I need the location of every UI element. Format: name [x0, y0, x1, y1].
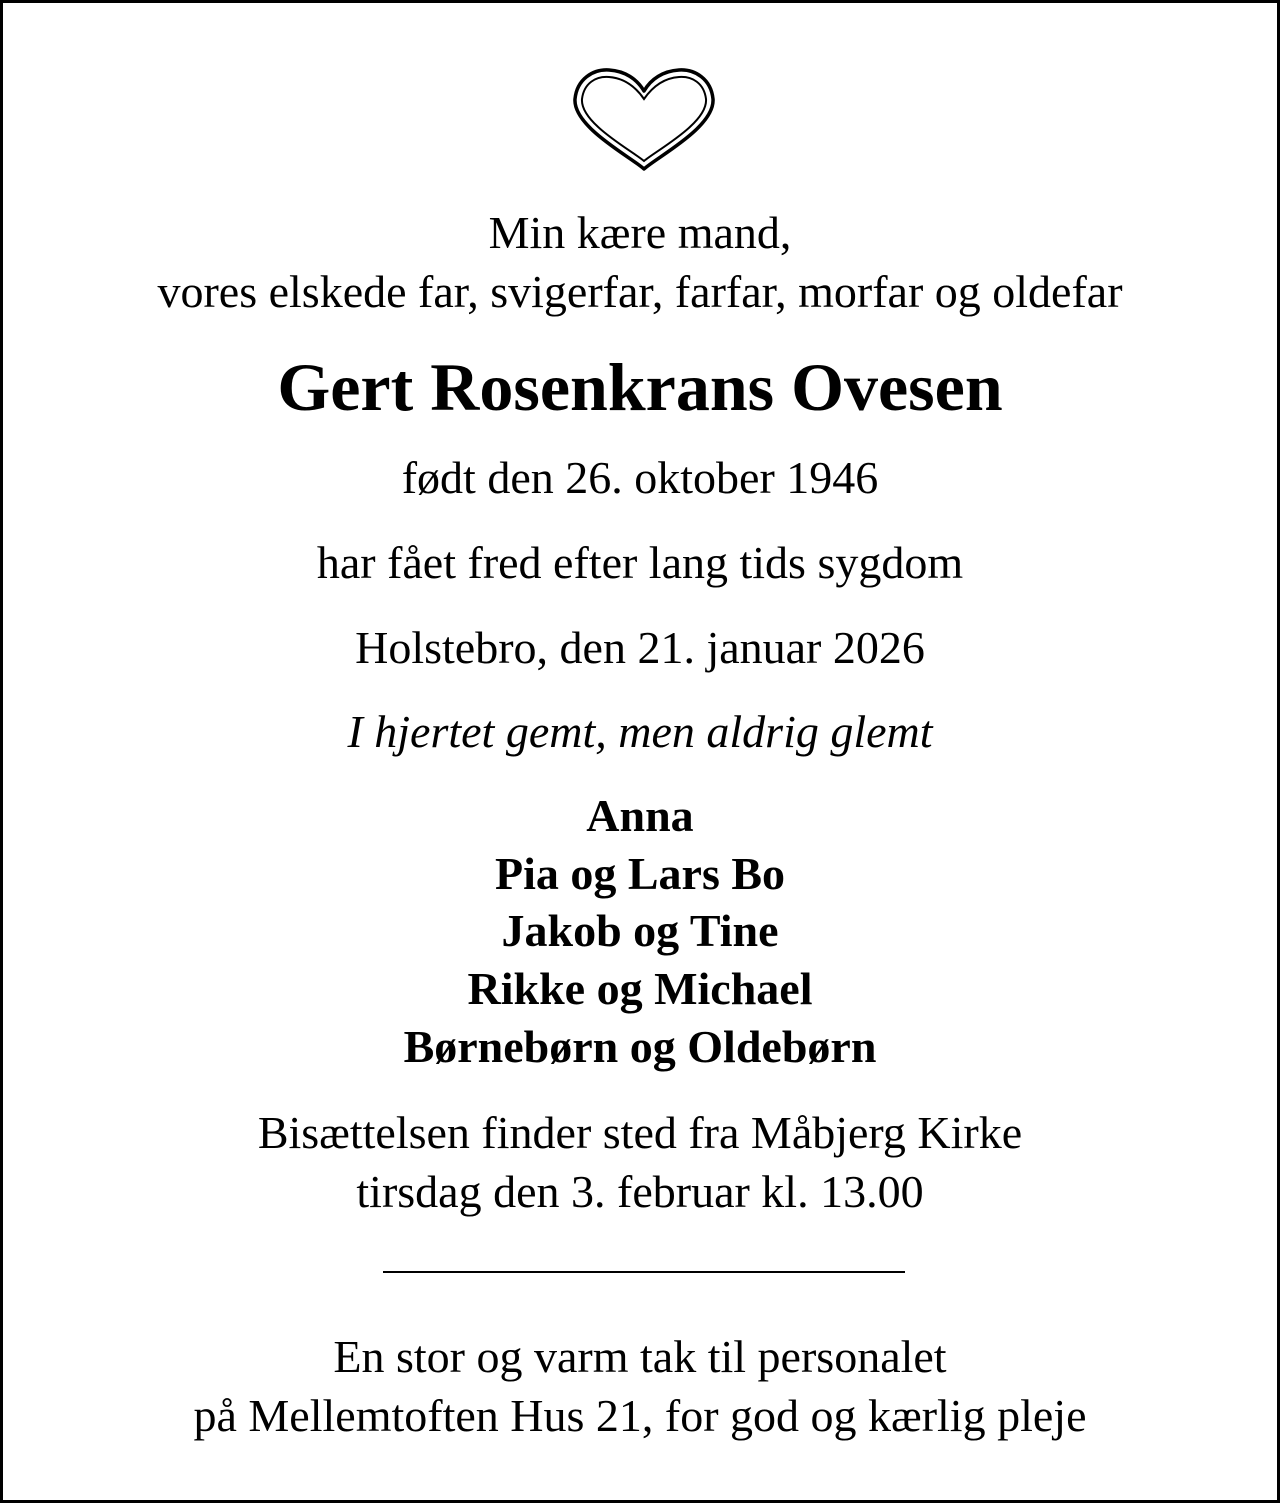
- intro-line-2: vores elskede far, svigerfar, farfar, morfar og oldefar: [157, 266, 1123, 317]
- family-member: Rikke og Michael: [467, 963, 813, 1014]
- deceased-name: Gert Rosenkrans Ovesen: [277, 349, 1003, 425]
- heart-outline-icon: [571, 65, 717, 173]
- family-member: Pia og Lars Bo: [494, 848, 786, 899]
- service-line-2: tirsdag den 3. februar kl. 13.00: [356, 1166, 924, 1217]
- intro-line-1: Min kære mand,: [488, 207, 792, 258]
- service-line-1: Bisættelsen finder sted fra Måbjerg Kirke: [257, 1107, 1023, 1158]
- memorial-motto: I hjertet gemt, men aldrig glemt: [347, 706, 933, 757]
- thanks-line-1: En stor og varm tak til personalet: [333, 1331, 947, 1382]
- thanks-line-2: på Mellemtoften Hus 21, for god og kærlig pleje: [193, 1390, 1087, 1441]
- family-member: Jakob og Tine: [501, 905, 779, 956]
- divider-line: [383, 1271, 905, 1273]
- passing-text: har fået fred efter lang tids sygdom: [316, 537, 964, 588]
- family-member: Børnebørn og Oldebørn: [403, 1021, 877, 1072]
- birth-date: født den 26. oktober 1946: [401, 452, 879, 503]
- family-member: Anna: [586, 790, 694, 841]
- place-and-date: Holstebro, den 21. januar 2026: [355, 622, 925, 673]
